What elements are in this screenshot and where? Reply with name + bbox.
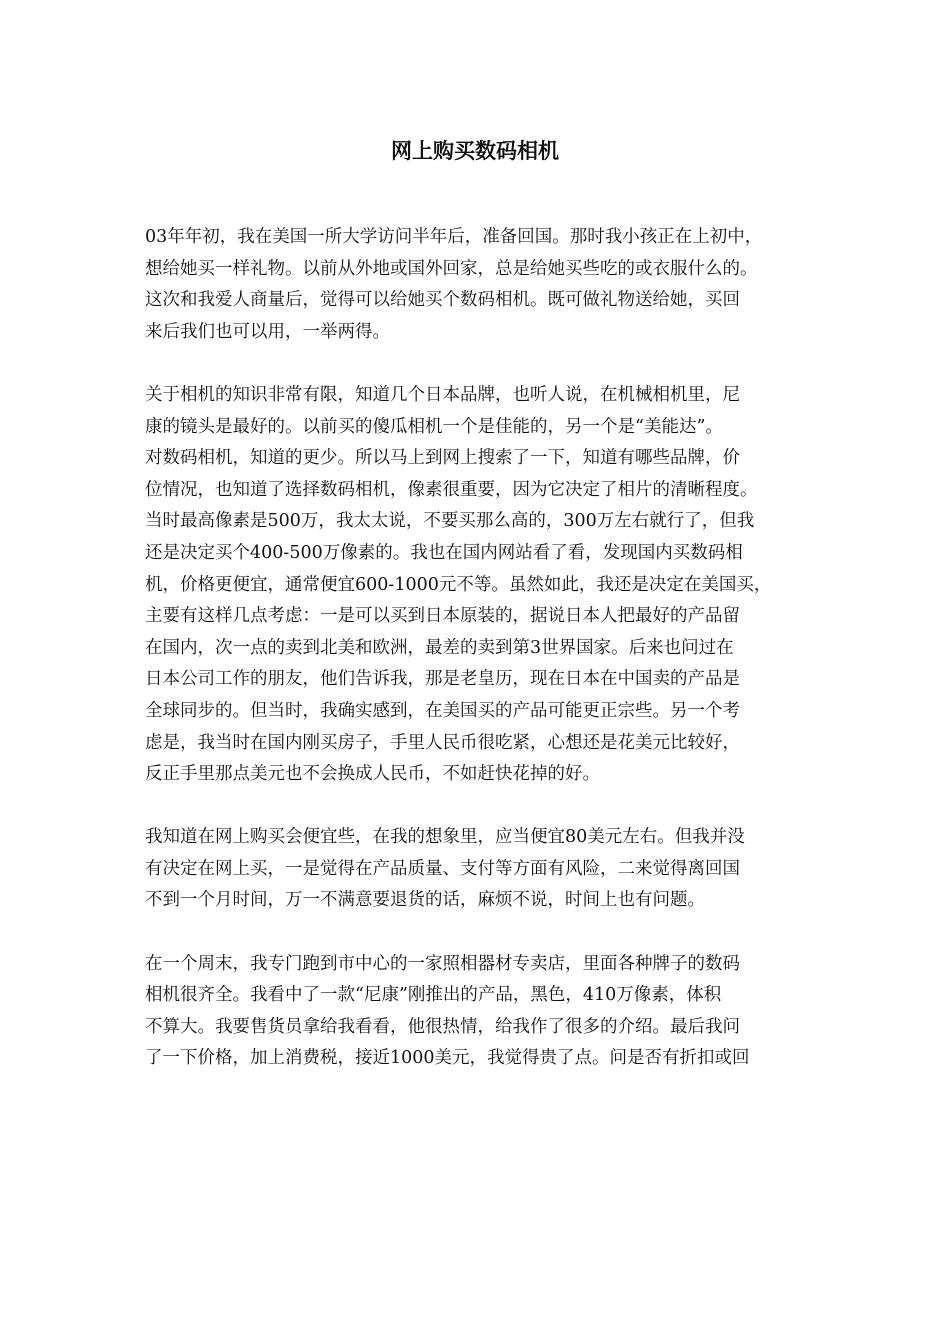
text-line: 在国内，次一点的卖到北美和欧洲，最差的卖到第3世界国家。后来也问过在 bbox=[145, 637, 734, 658]
text-line: 这次和我爱人商量后，觉得可以给她买个数码相机。既可做礼物送给她，买回 bbox=[145, 290, 740, 311]
paragraph-gap bbox=[145, 348, 825, 380]
document-title: 网上购买数码相机 bbox=[391, 138, 559, 163]
text-line: 对数码相机，知道的更少。所以马上到网上搜索了一下，知道有哪些品牌，价 bbox=[145, 448, 740, 469]
text-line: 03年年初，我在美国一所大学访问半年后，准备回国。那时我小孩正在上初中， bbox=[145, 227, 763, 247]
text-line: 不到一个月时间，万一不满意要退货的话，麻烦不说，时间上也有问题。 bbox=[145, 890, 705, 911]
text-line: 想给她买一样礼物。以前从外地或国外回家，总是给她买些吃的或衣服什么的。 bbox=[145, 258, 758, 279]
text-line: 日本公司工作的朋友，他们告诉我，那是老皇历，现在日本在中国卖的产品是 bbox=[145, 669, 740, 690]
text-line: 相机很齐全。我看中了一款“尼康”刚推出的产品，黑色，410万像素，体积 bbox=[145, 985, 722, 1006]
text-line: 了一下价格，加上消费税，接近1000美元，我觉得贵了点。问是否有折扣或回 bbox=[145, 1048, 750, 1069]
text-line: 主要有这样几点考虑：一是可以买到日本原装的，据说日本人把最好的产品留 bbox=[145, 606, 740, 627]
text-line: 我知道在网上购买会便宜些，在我的想象里，应当便宜80美元左右。但我并没 bbox=[145, 827, 745, 848]
text-line: 在一个周末，我专门跑到市中心的一家照相器材专卖店，里面各种牌子的数码 bbox=[145, 953, 740, 974]
text-line: 来后我们也可以用，一举两得。 bbox=[145, 321, 390, 342]
text-line: 不算大。我要售货员拿给我看看，他很热情，给我作了很多的介绍。最后我问 bbox=[145, 1016, 740, 1037]
text-line: 有决定在网上买，一是觉得在产品质量、支付等方面有风险，二来觉得离回国 bbox=[145, 858, 740, 879]
text-line: 位情况，也知道了选择数码相机，像素很重要，因为它决定了相片的清晰程度。 bbox=[145, 479, 758, 500]
text-line: 全球同步的。但当时，我确实感到，在美国买的产品可能更正宗些。另一个考 bbox=[145, 700, 740, 721]
text-line: 还是决定买个400-500万像素的。我也在国内网站看了看，发现国内买数码相 bbox=[145, 542, 743, 563]
text-line: 反正手里那点美元也不会换成人民币，不如赶快花掉的好。 bbox=[145, 764, 600, 785]
document-body bbox=[145, 222, 825, 1075]
text-line: 康的镜头是最好的。以前买的傻瓜相机一个是佳能的，另一个是“美能达”。 bbox=[145, 416, 723, 437]
text-line: 机，价格更便宜，通常便宜600-1000元不等。虽然如此，我还是决定在美国买， bbox=[145, 574, 772, 595]
text-line: 虑是，我当时在国内刚买房子，手里人民币很吃紧，心想还是花美元比较好， bbox=[145, 732, 740, 753]
paragraph-gap bbox=[145, 917, 825, 949]
text-line: 关于相机的知识非常有限，知道几个日本品牌，也听人说，在机械相机里，尼 bbox=[145, 384, 740, 405]
paragraph-gap bbox=[145, 791, 825, 823]
text-line: 当时最高像素是500万，我太太说，不要买那么高的，300万左右就行了，但我 bbox=[145, 511, 755, 532]
